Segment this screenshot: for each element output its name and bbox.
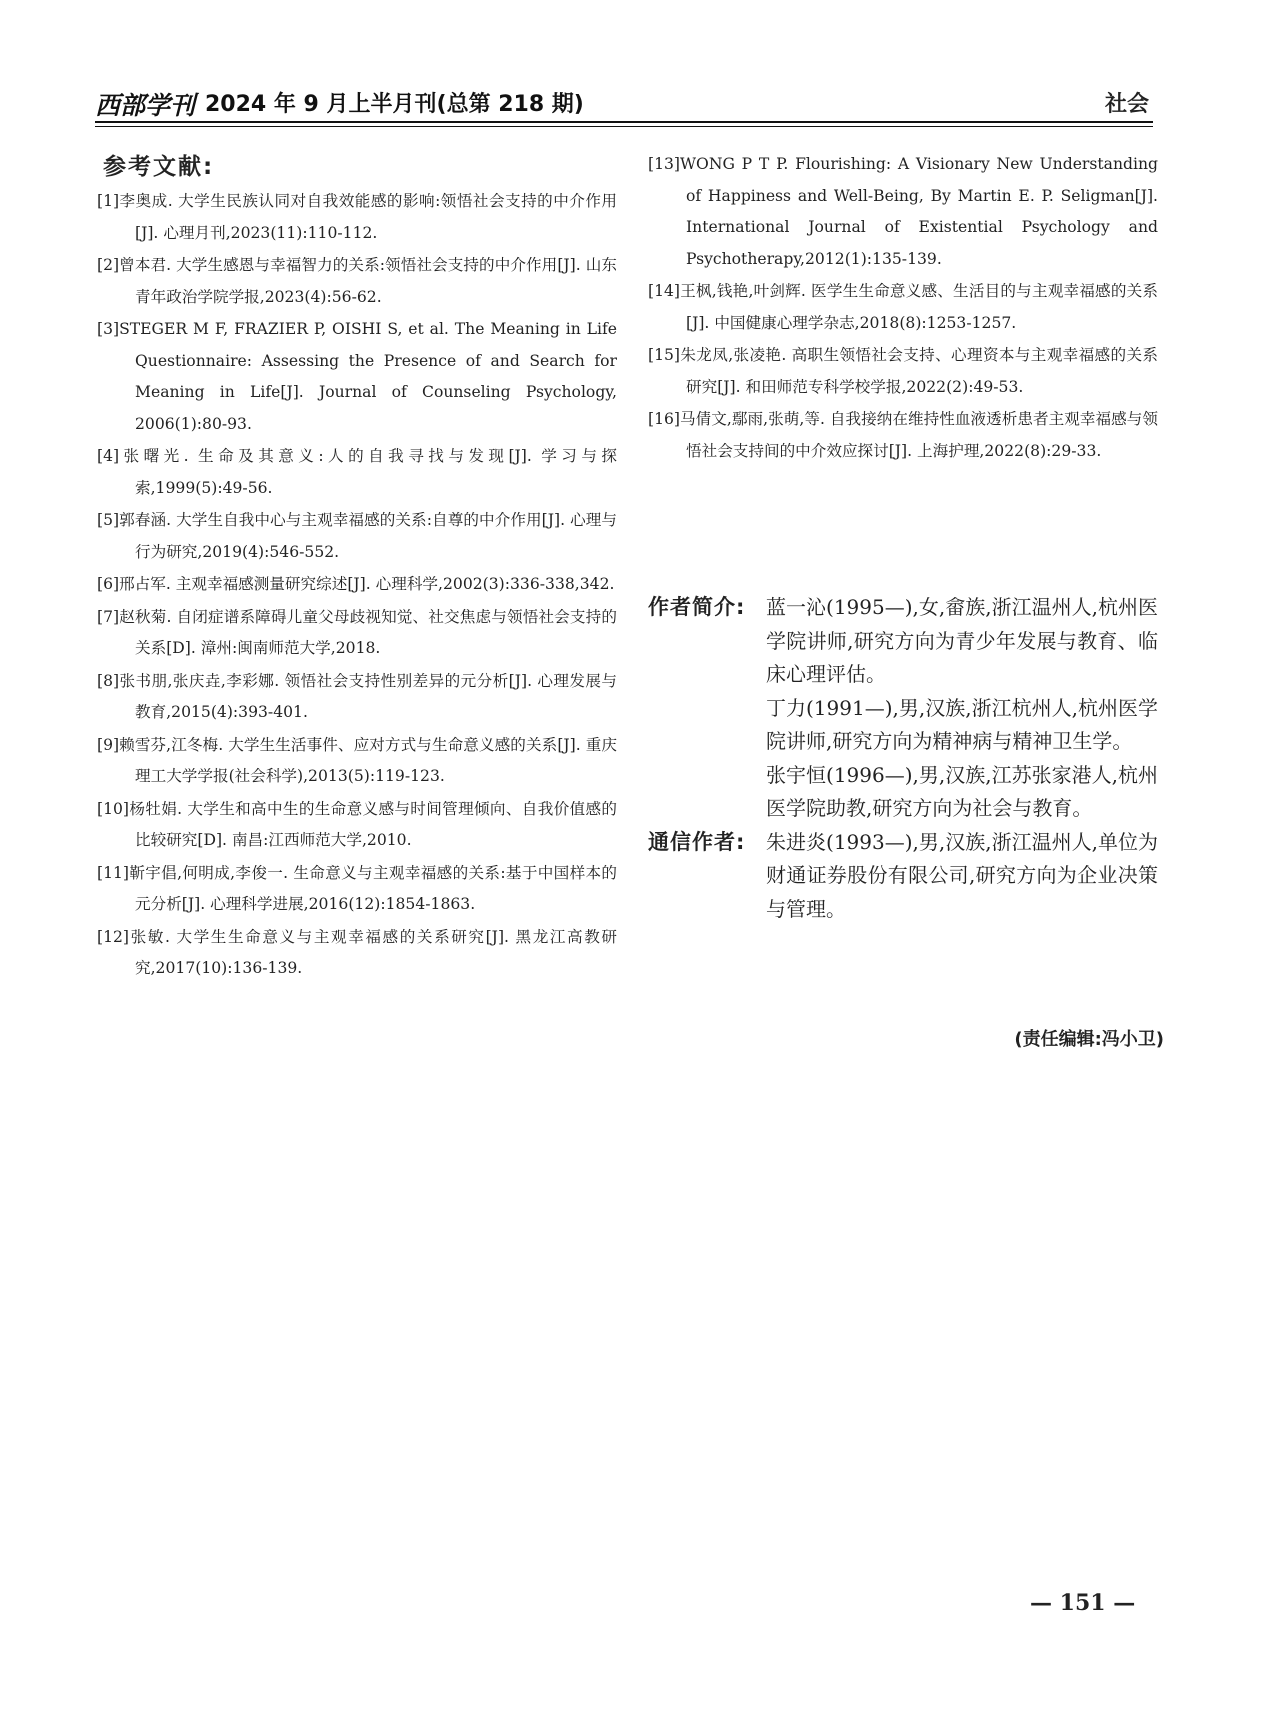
reference-item: [8]张书朋,张庆垚,李彩娜. 领悟社会支持性别差异的元分析[J]. 心理发展与教育,2015(4):393-401. (97, 671, 617, 721)
reference-item: [4]张曙光. 生命及其意义:人的自我寻找与发现[J]. 学习与探索,1999(5):49-56. (97, 447, 617, 497)
header-rule-thin (95, 126, 1153, 127)
reference-item: [12]张敏. 大学生生命意义与主观幸福感的关系研究[J]. 黑龙江高教研究,2017(10):136-139. (97, 927, 617, 977)
references-heading: 参考文献: (103, 154, 215, 180)
references-right-column (648, 149, 1158, 468)
author-info (648, 591, 1158, 926)
references-left-column (97, 186, 617, 986)
reference-item: [10]杨牡娟. 大学生和高中生的生命意义感与时间管理倾向、自我价值感的比较研究[D]. 南昌:江西师范大学,2010. (97, 799, 617, 849)
reference-item: [16]马倩文,鄢雨,张萌,等. 自我接纳在维持性血液透析患者主观幸福感与领悟社会支持间的中介效应探讨[J]. 上海护理,2022(8):29-33. (648, 410, 1158, 460)
running-header (95, 86, 1153, 120)
reference-item: [6]邢占军. 主观幸福感测量研究综述[J]. 心理科学,2002(3):336-338,342. (97, 575, 615, 593)
journal-logo: 西部学刊 (95, 91, 196, 120)
author-bio-label: 作者简介: (648, 595, 746, 619)
author-bio: 蓝一沁(1995—),女,畲族,浙江温州人,杭州医学院讲师,研究方向为青少年发展与教育、临床心理评估。 (766, 595, 1158, 686)
header-rule (95, 121, 1153, 123)
page-number: — 151 — (1030, 1590, 1136, 1616)
author-bio: 丁力(1991—),男,汉族,浙江杭州人,杭州医学院讲师,研究方向为精神病与精神卫生学。 (766, 695, 1158, 753)
reference-item: [15]朱龙凤,张凌艳. 高职生领悟社会支持、心理资本与主观幸福感的关系研究[J]. 和田师范专科学校学报,2022(2):49-53. (648, 346, 1158, 396)
author-bio-block (648, 591, 1158, 826)
reference-item: [14]王枫,钱艳,叶剑辉. 医学生生命意义感、生活目的与主观幸福感的关系[J]. 中国健康心理学杂志,2018(8):1253-1257. (648, 282, 1158, 332)
reference-item: [11]靳宇倡,何明成,李俊一. 生命意义与主观幸福感的关系:基于中国样本的元分析[J]. 心理科学进展,2016(12):1854-1863. (97, 863, 617, 913)
reference-item: [9]赖雪芬,江冬梅. 大学生生活事件、应对方式与生命意义感的关系[J]. 重庆理工大学学报(社会科学),2013(5):119-123. (97, 735, 617, 785)
author-bio: 张宇恒(1996—),男,汉族,江苏张家港人,杭州医学院助教,研究方向为社会与教育。 (766, 762, 1158, 820)
correspondence-block (648, 826, 1158, 927)
section-name: 社会 (1104, 92, 1149, 117)
reference-item: [1]李奥成. 大学生民族认同对自我效能感的影响:领悟社会支持的中介作用[J]. 心理月刊,2023(11):110-112. (97, 192, 617, 242)
correspondence-text: 朱进炎(1993—),男,汉族,浙江温州人,单位为财通证券股份有限公司,研究方向为企业决策与管理。 (766, 829, 1158, 921)
reference-item: [5]郭春涵. 大学生自我中心与主观幸福感的关系:自尊的中介作用[J]. 心理与行为研究,2019(4):546-552. (97, 511, 617, 561)
correspondence-label: 通信作者: (648, 829, 746, 854)
reference-item: [13]WONG P T P. Flourishing: A Visionary New Understanding of Happiness and Well-Being, By Martin E. P. Seligman[J]. International Journal of Existential Psychology and Psychotherapy,2012(1):135-139. (648, 155, 1158, 268)
reference-item: [3]STEGER M F, FRAZIER P, OISHI S, et al. The Meaning in Life Questionnaire: Assessing the Presence of and Search for Meaning in Life[J]. Journal of Counseling Psychology, 2006(1):80-93. (97, 320, 617, 433)
reference-item: [2]曾本君. 大学生感恩与幸福智力的关系:领悟社会支持的中介作用[J]. 山东青年政治学院学报,2023(4):56-62. (97, 256, 617, 306)
editor-note: (责任编辑:冯小卫) (1014, 1029, 1164, 1050)
reference-item: [7]赵秋菊. 自闭症谱系障碍儿童父母歧视知觉、社交焦虑与领悟社会支持的关系[D]. 漳州:闽南师范大学,2018. (97, 607, 617, 657)
issue-info: 2024 年 9 月上半月刊(总第 218 期) (205, 92, 584, 117)
